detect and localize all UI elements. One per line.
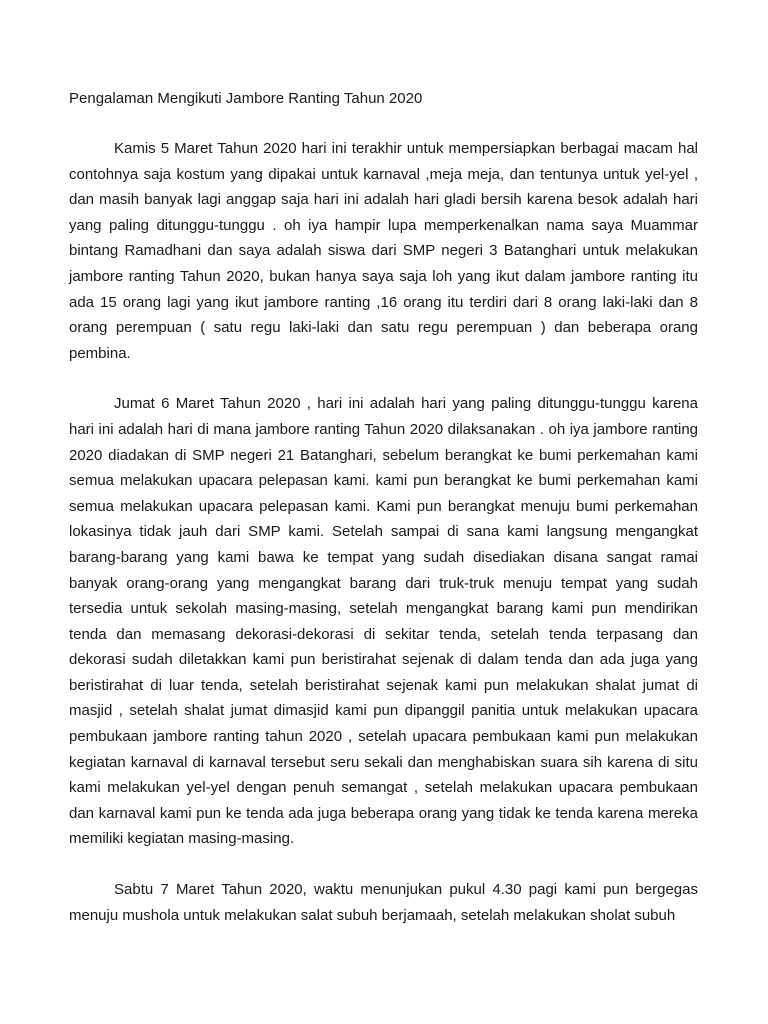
paragraph-jumat: Jumat 6 Maret Tahun 2020 , hari ini adalah hari yang paling ditunggu-tunggu karena hari ini adalah hari di mana jambore ranting Tahun 2020 dilaksanakan . oh iya jambore ranting 2020 diadakan di SMP negeri 21 Batanghari, sebelum berangkat ke bumi perkemahan kami semua melakukan upacara pelepasan kami. kami pun berangkat ke bumi perkemahan kami semua melakukan upacara pelepasan kami. Kami pun berangkat menuju bumi perkemahan lokasinya tidak jauh dari SMP kami. Setelah sampai di sana kami langsung mengangkat barang-barang yang kami bawa ke tempat yang sudah disediakan disana sangat ramai banyak orang-orang yang mengangkat barang dari truk-truk menuju tempat yang sudah tersedia untuk sekolah masing-masing, setelah mengangkat barang kami pun mendirikan tenda dan memasang dekorasi-dekorasi di sekitar tenda, setelah tenda terpasang dan dekorasi sudah diletakkan kami pun beristirahat sejenak di dalam tenda dan ada juga yang beristirahat di luar tenda, setelah beristirahat sejenak kami pun melakukan shalat jumat di masjid , setelah shalat jumat dimasjid kami pun dipanggil panitia untuk melakukan upacara pembukaan jambore ranting tahun 2020 , setelah upacara pembukaan kami pun melakukan kegiatan karnaval di karnaval tersebut seru sekali dan menghabiskan suara sih karena di situ kami melakukan yel-yel dengan penuh semangat , setelah melakukan upacara pembukaan dan karnaval kami pun ke tenda ada juga beberapa orang yang tidak ke tenda karena mereka memiliki kegiatan masing-masing.	[69, 395, 698, 848]
document-body	[69, 87, 698, 928]
paragraph-kamis: Kamis 5 Maret Tahun 2020 hari ini terakhir untuk mempersiapkan berbagai macam hal contohnya saja kostum yang dipakai untuk karnaval ,meja meja, dan tentunya untuk yel-yel , dan masih banyak lagi anggap saja hari ini adalah hari gladi bersih karena besok adalah hari yang paling ditunggu-tunggu . oh iya hampir lupa memperkenalkan nama saya Muammar bintang Ramadhani dan saya adalah siswa dari SMP negeri 3 Batanghari untuk melakukan jambore ranting Tahun 2020, bukan hanya saya saja loh yang ikut dalam jambore ranting itu ada 15 orang lagi yang ikut jambore ranting ,16 orang itu terdiri dari 8 orang laki-laki dan 8 orang perempuan ( satu regu laki-laki dan satu regu perempuan ) dan beberapa orang pembina.	[69, 140, 698, 362]
paragraph-sabtu: Sabtu 7 Maret Tahun 2020, waktu menunjukan pukul 4.30 pagi kami pun bergegas menuju mushola untuk melakukan salat subuh berjamaah, setelah melakukan sholat subuh	[69, 881, 698, 924]
document-title: Pengalaman Mengikuti Jambore Ranting Tahun 2020	[69, 90, 423, 107]
